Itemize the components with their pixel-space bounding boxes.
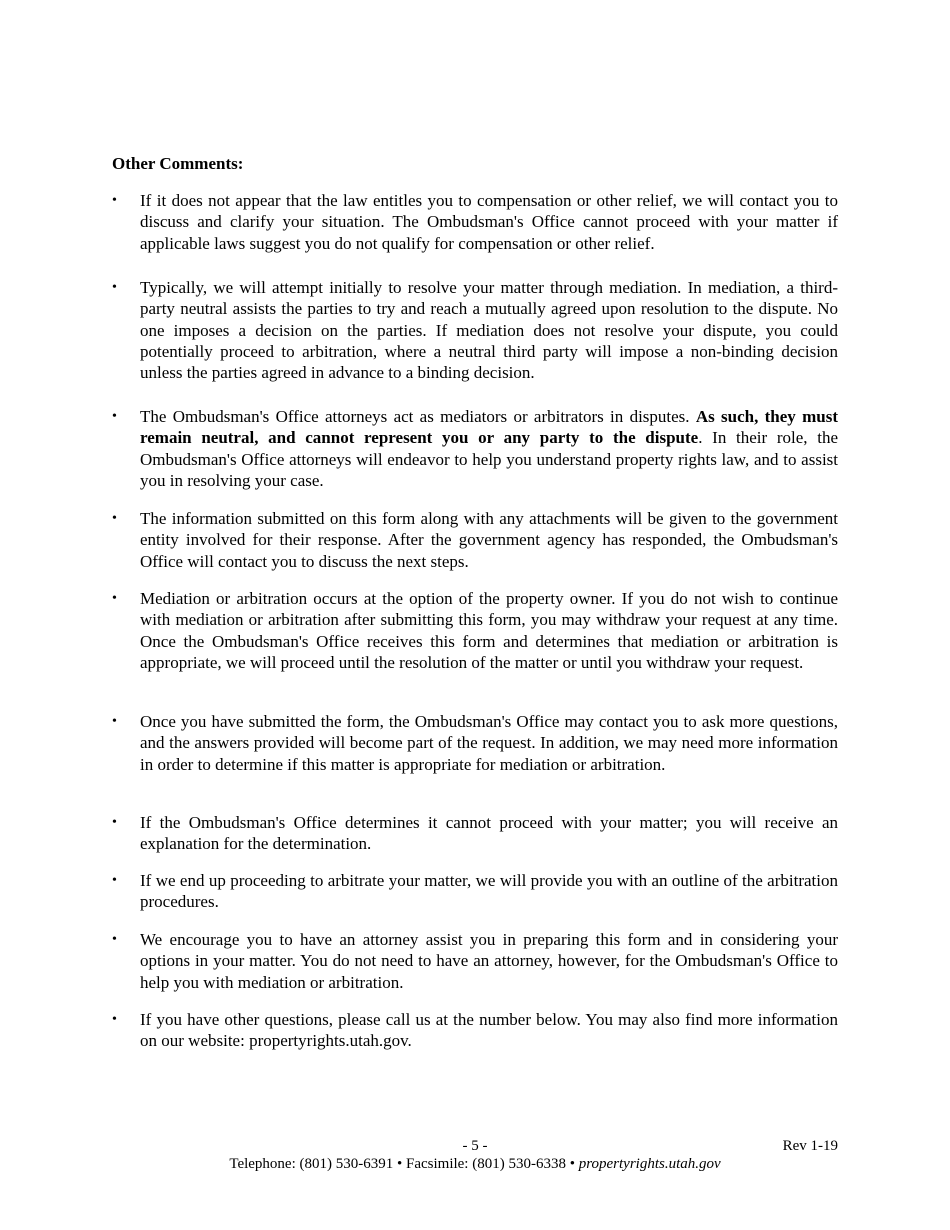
revision-label: Rev 1-19 [782, 1138, 838, 1154]
bullet-icon: • [112, 714, 117, 729]
list-item-text: If it does not appear that the law entitles you to compensation or other relief, we will contact you to discuss and clarify your situation. The Ombudsman's Office cannot proceed with your matter if applicable laws suggest you do not qualify for compensation or other relief. [140, 191, 838, 253]
list-item-questions [112, 711, 838, 775]
bullet-icon: • [112, 873, 117, 888]
list-item-text: If we end up proceeding to arbitrate your matter, we will provide you with an outline of the arbitration procedures. [140, 871, 838, 912]
bullet-icon: • [112, 815, 117, 830]
list-item-option [112, 588, 838, 673]
list-item-information [112, 508, 838, 572]
list-item-compensation [112, 190, 838, 254]
list-item-text: If the Ombudsman's Office determines it cannot proceed with your matter; you will receive an explanation for the determination. [140, 813, 838, 854]
website-link[interactable]: propertyrights.utah.gov [578, 1156, 721, 1172]
list-item-other-questions [112, 1009, 838, 1052]
list-item-text: If you have other questions, please call us at the number below. You may also find more information on our website: propertyrights.utah.gov. [140, 1010, 838, 1051]
section-heading: Other Comments: [112, 154, 244, 173]
list-item-text-bold: As such, they must remain neutral, and cannot represent you or any party to the dispute [140, 407, 838, 448]
bullet-icon: • [112, 932, 117, 947]
list-item-text: We encourage you to have an attorney assist you in preparing this form and in considering your options in your matter. You do not need to have an attorney, however, for the Ombudsman's Office to help you with mediation or arbitration. [140, 930, 838, 992]
list-item-text: The information submitted on this form along with any attachments will be given to the government entity involved for their response. After the government agency has responded, the Ombudsman's Office will contact you to discuss the next steps. [140, 509, 838, 571]
list-item-text-after: . In their role, the Ombudsman's Office attorneys will endeavor to help you understand property rights law, and to assist you in resolving your case. [140, 428, 838, 490]
list-item-text: Typically, we will attempt initially to resolve your matter through mediation. In mediation, a third-party neutral assists the parties to try and reach a mutually agreed upon resolution to the dispute. No one imposes a decision on the parties. If mediation does not resolve your dispute, you could potentially proceed to arbitration, where a neutral third party will impose a non-binding decision unless the parties agreed in advance to a binding decision. [140, 278, 838, 383]
bullet-icon: • [112, 193, 117, 208]
bullet-icon: • [112, 1012, 117, 1027]
list-item-mediation [112, 277, 838, 383]
page-number: - 5 - [462, 1138, 488, 1154]
bullet-icon: • [112, 409, 117, 424]
bullet-icon: • [112, 591, 117, 606]
list-item-text: Once you have submitted the form, the Ombudsman's Office may contact you to ask more questions, and the answers provided will become part of the request. In addition, we may need more information in order to determine if this matter is appropriate for mediation or arbitration. [140, 712, 838, 774]
list-item-text [140, 406, 838, 491]
footer-contact [0, 1155, 950, 1173]
list-item-attorneys [112, 406, 838, 491]
bullet-icon: • [112, 280, 117, 295]
list-item-arbitration [112, 870, 838, 913]
list-item-text: Mediation or arbitration occurs at the option of the property owner. If you do not wish to continue with mediation or arbitration after submitting this form, you may withdraw your request at any time. Once the Ombudsman's Office receives this form and determines that mediation or arbitration is appropriate, we will proceed until the resolution of the matter or until you withdraw your request. [140, 589, 838, 672]
list-item-cannot-proceed [112, 812, 838, 855]
list-item-attorney-assist [112, 929, 838, 993]
list-item-text-before: The Ombudsman's Office attorneys act as mediators or arbitrators in disputes. [140, 407, 696, 426]
bullet-icon: • [112, 511, 117, 526]
contact-info: Telephone: (801) 530-6391 • Facsimile: (801) 530-6338 • [229, 1156, 579, 1172]
